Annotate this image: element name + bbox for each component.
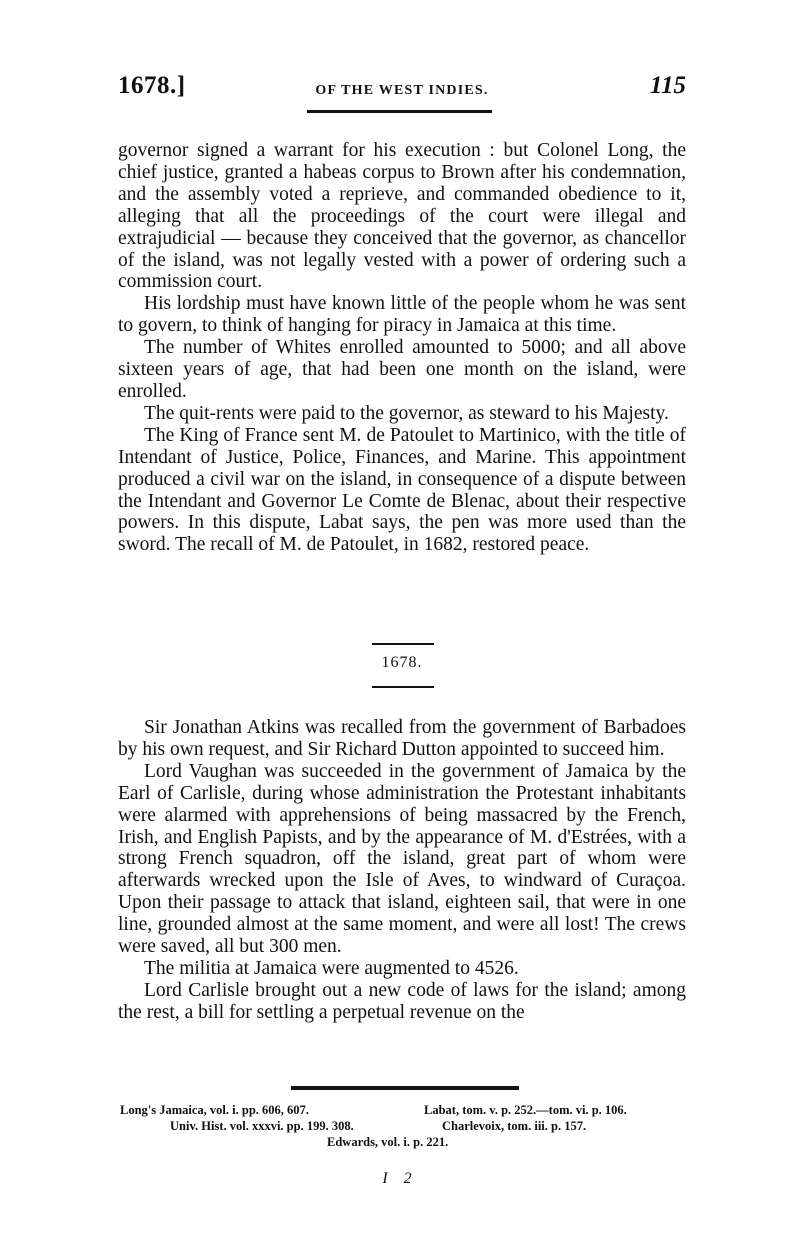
footnote-charlevoix: Charlevoix, tom. iii. p. 157.	[442, 1119, 587, 1133]
signature-mark: I 2	[382, 1170, 418, 1187]
body-text-top	[118, 140, 686, 556]
page-number: 115	[649, 72, 686, 99]
paragraph: The quit-rents were paid to the governor, as steward to his Majesty.	[144, 402, 669, 424]
paragraph: Lord Vaughan was succeeded in the government of Jamaica by the Earl of Carlisle, during whose administration the Protestant inhabitants were alarmed with apprehensions of being massacred by the French, Irish, and English Papists, and by the appearance of M. d'Estrées, with a strong French squadron, off the island, great part of whom were afterwards wrecked upon the Isle of Aves, to windward of Curaçoa. Upon their passage to attack that island, eighteen sail, that were in one line, grounded almost at the same moment, and were all lost! The crews were saved, all but 300 men.	[118, 760, 686, 958]
footnote-rule	[291, 1086, 519, 1090]
paragraph: The number of Whites enrolled amounted to 5000; and all above sixteen years of age, that had been one month on the island, were enrolled.	[118, 337, 686, 402]
header-rule	[307, 110, 492, 113]
paragraph: His lordship must have known little of the people whom he was sent to govern, to think of hanging for piracy in Jamaica at this time.	[118, 293, 686, 337]
footnote-labat: Labat, tom. v. p. 252.—tom. vi. p. 106.	[424, 1103, 627, 1117]
paragraph: Lord Carlisle brought out a new code of laws for the island; among the rest, a bill for settling a perpetual revenue on the	[118, 979, 686, 1023]
paragraph: Sir Jonathan Atkins was recalled from the government of Barbadoes by his own request, and Sir Richard Dutton appointed to succeed him.	[118, 717, 686, 760]
section-heading: 1678.	[381, 654, 423, 671]
paragraph: The militia at Jamaica were augmented to 4526.	[144, 957, 519, 979]
footnote-long: Long's Jamaica, vol. i. pp. 606, 607.	[120, 1103, 309, 1117]
section-rule-top	[372, 643, 434, 645]
footnote-edwards: Edwards, vol. i. p. 221.	[327, 1135, 449, 1149]
footnote-univ-hist: Univ. Hist. vol. xxxvi. pp. 199. 308.	[170, 1119, 354, 1133]
header-year: 1678.]	[118, 72, 186, 99]
paragraph: governor signed a warrant for his execution : but Colonel Long, the chief justice, granted a habeas corpus to Brown after his condemnation, and the assembly voted a reprieve, and commanded obedience to it, alleging that all the proceedings of the court were illegal and extrajudicial — because they conceived that the governor, as chancellor of the island, was not legally vested with a power of ordering such a commission court.	[118, 140, 686, 293]
header-title: OF THE WEST INDIES.	[315, 83, 489, 98]
body-text-bottom	[118, 717, 686, 1024]
paragraph: The King of France sent M. de Patoulet to Martinico, with the title of Intendant of Justice, Police, Finances, and Marine. This appointment produced a civil war on the island, in consequence of a dispute between the Intendant and Governor Le Comte de Blenac, about their respective powers. In this dispute, Labat says, the pen was more used than the sword. The recall of M. de Patoulet, in 1682, restored peace.	[118, 424, 686, 556]
section-rule-bottom	[372, 686, 434, 688]
running-header	[118, 72, 686, 112]
